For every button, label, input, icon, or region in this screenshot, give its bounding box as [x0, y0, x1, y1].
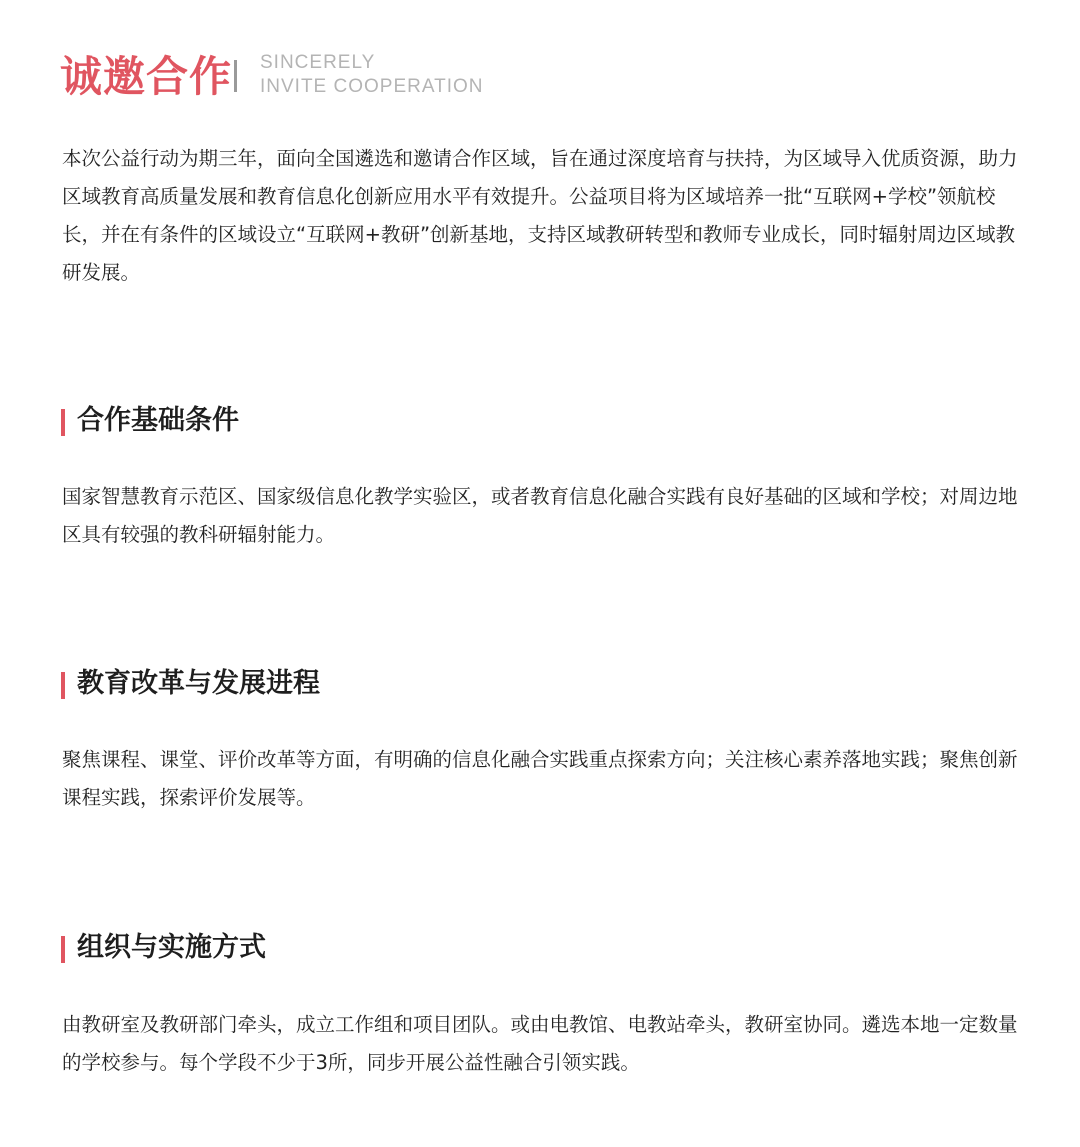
section-title: 组织与实施方式: [77, 932, 266, 963]
section-accent-bar: [61, 936, 65, 963]
section-body-organization: 由教研室及教研部门牵头，成立工作组和项目团队。或由电教馆、电教站牵头，教研室协同。遴选本地一定数量的学校参与。每个学段不少于3所，同步开展公益性融合引领实践。: [62, 1013, 1018, 1074]
section-title: 教育改革与发展进程: [77, 668, 320, 699]
section-accent-bar: [61, 409, 65, 436]
section-body-education-reform: 聚焦课程、课堂、评价改革等方面，有明确的信息化融合实践重点探索方向；关注核心素养落地实践；聚焦创新课程实践，探索评价发展等。: [62, 748, 1018, 809]
english-subtitle: [260, 51, 484, 99]
english-subtitle-line-2: INVITE COOPERATION: [260, 76, 484, 97]
section-body-cooperation-conditions: 国家智慧教育示范区、国家级信息化教学实验区，或者教育信息化融合实践有良好基础的区域和学校；对周边地区具有较强的教科研辐射能力。: [62, 485, 1018, 546]
section-accent-bar: [61, 672, 65, 699]
page-title: 诚邀合作: [60, 52, 233, 101]
intro-paragraph: 本次公益行动为期三年，面向全国遴选和邀请合作区域，旨在通过深度培育与扶持，为区域导入优质资源，助力区域教育高质量发展和教育信息化创新应用水平有效提升。公益项目将为区域培养一批“互联网+学校”领航校长，并在有条件的区域设立“互联网+教研”创新基地，支持区域教研转型和教师专业成长，同时辐射周边区域教研发展。: [62, 147, 1018, 284]
section-title: 合作基础条件: [77, 405, 239, 436]
english-subtitle-line-1: SINCERELY: [260, 52, 376, 73]
title-divider: [234, 60, 237, 92]
